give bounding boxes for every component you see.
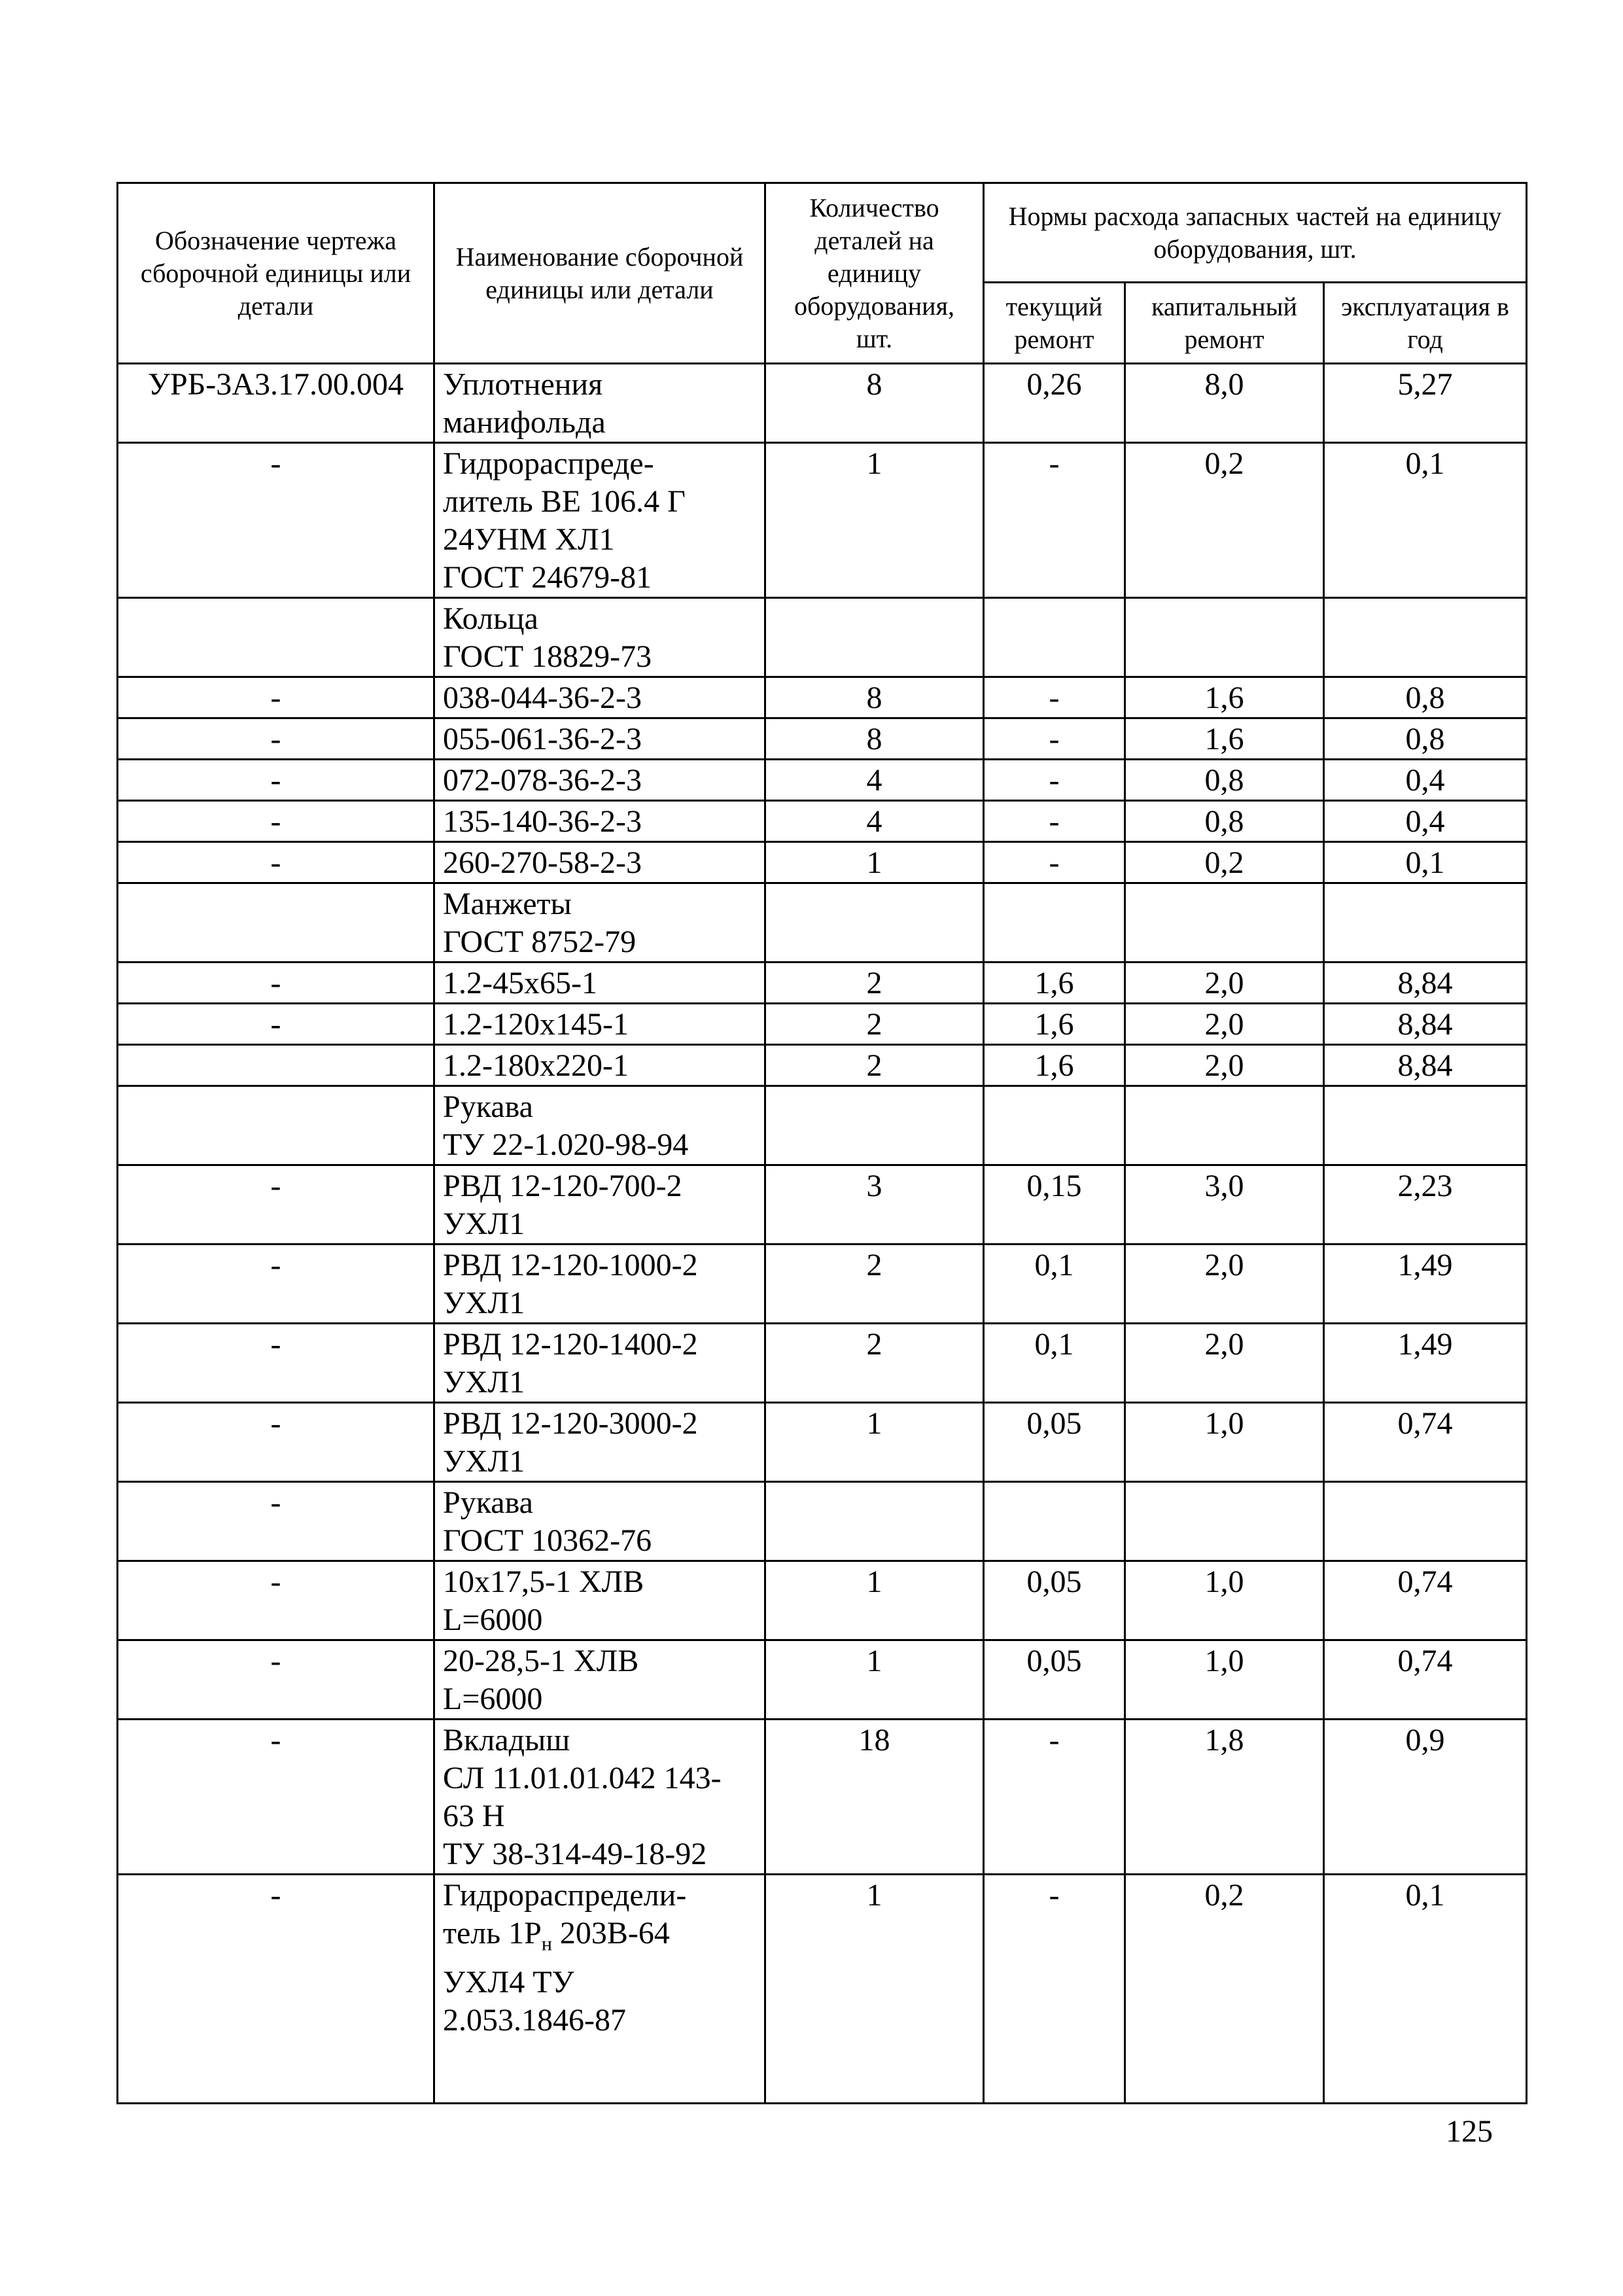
annual-operation-cell: 8,84 <box>1324 1004 1527 1045</box>
annual-operation-cell: 1,49 <box>1324 1324 1527 1403</box>
annual-operation-cell: 0,8 <box>1324 677 1527 718</box>
designation-cell: - <box>118 1245 434 1324</box>
quantity-cell: 1 <box>765 1640 984 1720</box>
table-row <box>118 801 1527 842</box>
capital-repair-cell: 1,8 <box>1125 1720 1324 1875</box>
name-cell: РВД 12-120-700-2 УХЛ1 <box>434 1165 765 1245</box>
quantity-cell: 2 <box>765 1324 984 1403</box>
capital-repair-cell: 0,8 <box>1125 760 1324 801</box>
name-cell: РВД 12-120-3000-2 УХЛ1 <box>434 1403 765 1482</box>
quantity-cell: 2 <box>765 1045 984 1086</box>
current-repair-cell: 0,05 <box>984 1640 1125 1720</box>
designation-cell: - <box>118 1640 434 1720</box>
annual-operation-cell: 0,4 <box>1324 760 1527 801</box>
current-repair-cell <box>984 598 1125 677</box>
name-cell: Вкладыш СЛ 11.01.01.042 143- 63 Н ТУ 38-314-49-18-92 <box>434 1720 765 1875</box>
current-repair-cell: 1,6 <box>984 1045 1125 1086</box>
capital-repair-cell: 8,0 <box>1125 364 1324 443</box>
table-row <box>118 598 1527 677</box>
quantity-cell: 8 <box>765 718 984 760</box>
header-annual-operation: эксплуатация в год <box>1324 283 1527 364</box>
table-row <box>118 1482 1527 1561</box>
annual-operation-cell: 5,27 <box>1324 364 1527 443</box>
annual-operation-cell <box>1324 598 1527 677</box>
annual-operation-cell: 2,23 <box>1324 1165 1527 1245</box>
annual-operation-cell: 0,74 <box>1324 1403 1527 1482</box>
current-repair-cell: 1,6 <box>984 1004 1125 1045</box>
capital-repair-cell: 1,0 <box>1125 1561 1324 1640</box>
designation-cell: - <box>118 718 434 760</box>
name-cell: 1.2-120х145-1 <box>434 1004 765 1045</box>
current-repair-cell <box>984 1086 1125 1165</box>
header-quantity: Количество деталей на единицу оборудования, шт. <box>765 183 984 364</box>
capital-repair-cell: 2,0 <box>1125 1004 1324 1045</box>
current-repair-cell: - <box>984 677 1125 718</box>
table-row <box>118 1640 1527 1720</box>
designation-cell: - <box>118 1403 434 1482</box>
annual-operation-cell: 0,4 <box>1324 801 1527 842</box>
current-repair-cell: - <box>984 718 1125 760</box>
quantity-cell <box>765 883 984 963</box>
current-repair-cell <box>984 1482 1125 1561</box>
designation-cell: - <box>118 1004 434 1045</box>
quantity-cell <box>765 1482 984 1561</box>
quantity-cell <box>765 1086 984 1165</box>
current-repair-cell: 0,26 <box>984 364 1125 443</box>
capital-repair-cell: 1,0 <box>1125 1403 1324 1482</box>
name-cell: Гидрораспредели- тель $1Р_н$ 203В-64 УХЛ4 ТУ 2.053.1846-87 <box>434 1875 765 2104</box>
name-cell: Манжеты ГОСТ 8752-79 <box>434 883 765 963</box>
name-cell: Кольца ГОСТ 18829-73 <box>434 598 765 677</box>
header-capital-repair: капитальный ремонт <box>1125 283 1324 364</box>
name-cell: 135-140-36-2-3 <box>434 801 765 842</box>
designation-cell: УРБ-3А3.17.00.004 <box>118 364 434 443</box>
capital-repair-cell: 1,6 <box>1125 718 1324 760</box>
name-cell: 10х17,5-1 ХЛВ L=6000 <box>434 1561 765 1640</box>
current-repair-cell: - <box>984 760 1125 801</box>
designation-cell: - <box>118 443 434 598</box>
annual-operation-cell: 0,1 <box>1324 1875 1527 2104</box>
designation-cell: - <box>118 1165 434 1245</box>
quantity-cell: 3 <box>765 1165 984 1245</box>
current-repair-cell: - <box>984 842 1125 883</box>
quantity-cell: 4 <box>765 760 984 801</box>
spare-parts-table <box>116 182 1527 2104</box>
table-row <box>118 1004 1527 1045</box>
current-repair-cell <box>984 883 1125 963</box>
designation-cell <box>118 883 434 963</box>
current-repair-cell: 0,1 <box>984 1245 1125 1324</box>
designation-cell: - <box>118 760 434 801</box>
table-row <box>118 963 1527 1004</box>
name-cell: 260-270-58-2-3 <box>434 842 765 883</box>
name-cell: Гидрораспреде- литель ВЕ 106.4 Г 24УНМ ХЛ1 ГОСТ 24679-81 <box>434 443 765 598</box>
capital-repair-cell: 0,8 <box>1125 801 1324 842</box>
designation-cell: - <box>118 677 434 718</box>
capital-repair-cell: 1,6 <box>1125 677 1324 718</box>
table-row <box>118 1324 1527 1403</box>
annual-operation-cell <box>1324 883 1527 963</box>
capital-repair-cell <box>1125 598 1324 677</box>
table-row <box>118 1561 1527 1640</box>
page-number: 125 <box>1446 2114 1493 2149</box>
capital-repair-cell: 2,0 <box>1125 1324 1324 1403</box>
capital-repair-cell: 2,0 <box>1125 1245 1324 1324</box>
name-cell: 038-044-36-2-3 <box>434 677 765 718</box>
annual-operation-cell: 0,9 <box>1324 1720 1527 1875</box>
current-repair-cell: 0,1 <box>984 1324 1125 1403</box>
table-row <box>118 443 1527 598</box>
quantity-cell: 8 <box>765 364 984 443</box>
capital-repair-cell: 0,2 <box>1125 443 1324 598</box>
table-row <box>118 1165 1527 1245</box>
quantity-cell: 2 <box>765 963 984 1004</box>
designation-cell <box>118 1086 434 1165</box>
current-repair-cell: 0,05 <box>984 1561 1125 1640</box>
capital-repair-cell: 0,2 <box>1125 1875 1324 2104</box>
header-consumption-norms: Нормы расхода запасных частей на единицу оборудования, шт. <box>984 183 1527 283</box>
table-row <box>118 1403 1527 1482</box>
quantity-cell: 18 <box>765 1720 984 1875</box>
name-cell: 055-061-36-2-3 <box>434 718 765 760</box>
table-row <box>118 1720 1527 1875</box>
designation-cell <box>118 1045 434 1086</box>
current-repair-cell: - <box>984 443 1125 598</box>
name-cell: 1.2-180х220-1 <box>434 1045 765 1086</box>
designation-cell: - <box>118 801 434 842</box>
current-repair-cell: 1,6 <box>984 963 1125 1004</box>
annual-operation-cell: 0,74 <box>1324 1640 1527 1720</box>
capital-repair-cell: 2,0 <box>1125 1045 1324 1086</box>
quantity-cell: 4 <box>765 801 984 842</box>
current-repair-cell: 0,05 <box>984 1403 1125 1482</box>
table-body <box>118 364 1527 2104</box>
quantity-cell: 2 <box>765 1245 984 1324</box>
quantity-cell: 1 <box>765 1403 984 1482</box>
capital-repair-cell: 2,0 <box>1125 963 1324 1004</box>
annual-operation-cell: 8,84 <box>1324 963 1527 1004</box>
annual-operation-cell: 8,84 <box>1324 1045 1527 1086</box>
quantity-cell: 1 <box>765 1561 984 1640</box>
designation-cell: - <box>118 842 434 883</box>
designation-cell: - <box>118 1720 434 1875</box>
name-cell: РВД 12-120-1400-2 УХЛ1 <box>434 1324 765 1403</box>
name-cell: 1.2-45х65-1 <box>434 963 765 1004</box>
table-row <box>118 364 1527 443</box>
quantity-cell: 1 <box>765 842 984 883</box>
annual-operation-cell <box>1324 1086 1527 1165</box>
designation-cell: - <box>118 963 434 1004</box>
table-row <box>118 677 1527 718</box>
current-repair-cell: - <box>984 1875 1125 2104</box>
table-row <box>118 842 1527 883</box>
capital-repair-cell: 3,0 <box>1125 1165 1324 1245</box>
table-row <box>118 760 1527 801</box>
annual-operation-cell: 0,74 <box>1324 1561 1527 1640</box>
header-unit-name: Наименование сборочной единицы или детали <box>434 183 765 364</box>
name-cell: 20-28,5-1 ХЛВ L=6000 <box>434 1640 765 1720</box>
table-row <box>118 1045 1527 1086</box>
capital-repair-cell <box>1125 1482 1324 1561</box>
designation-cell: - <box>118 1561 434 1640</box>
annual-operation-cell: 1,49 <box>1324 1245 1527 1324</box>
table-row <box>118 1875 1527 2104</box>
quantity-cell: 1 <box>765 443 984 598</box>
annual-operation-cell: 0,8 <box>1324 718 1527 760</box>
header-drawing-designation: Обозначение чертежа сборочной единицы или детали <box>118 183 434 364</box>
capital-repair-cell: 0,2 <box>1125 842 1324 883</box>
annual-operation-cell: 0,1 <box>1324 842 1527 883</box>
name-cell: Уплотнения манифольда <box>434 364 765 443</box>
capital-repair-cell <box>1125 1086 1324 1165</box>
annual-operation-cell: 0,1 <box>1324 443 1527 598</box>
quantity-cell: 1 <box>765 1875 984 2104</box>
name-cell: 072-078-36-2-3 <box>434 760 765 801</box>
annual-operation-cell <box>1324 1482 1527 1561</box>
capital-repair-cell <box>1125 883 1324 963</box>
capital-repair-cell: 1,0 <box>1125 1640 1324 1720</box>
designation-cell: - <box>118 1324 434 1403</box>
designation-cell: - <box>118 1482 434 1561</box>
table-row <box>118 1086 1527 1165</box>
header-current-repair: текущий ремонт <box>984 283 1125 364</box>
name-cell: РВД 12-120-1000-2 УХЛ1 <box>434 1245 765 1324</box>
quantity-cell <box>765 598 984 677</box>
table-row <box>118 1245 1527 1324</box>
name-cell: Рукава ГОСТ 10362-76 <box>434 1482 765 1561</box>
current-repair-cell: - <box>984 1720 1125 1875</box>
name-cell: Рукава ТУ 22-1.020-98-94 <box>434 1086 765 1165</box>
table-row <box>118 718 1527 760</box>
current-repair-cell: - <box>984 801 1125 842</box>
quantity-cell: 8 <box>765 677 984 718</box>
current-repair-cell: 0,15 <box>984 1165 1125 1245</box>
designation-cell <box>118 598 434 677</box>
designation-cell: - <box>118 1875 434 2104</box>
table-row <box>118 883 1527 963</box>
quantity-cell: 2 <box>765 1004 984 1045</box>
